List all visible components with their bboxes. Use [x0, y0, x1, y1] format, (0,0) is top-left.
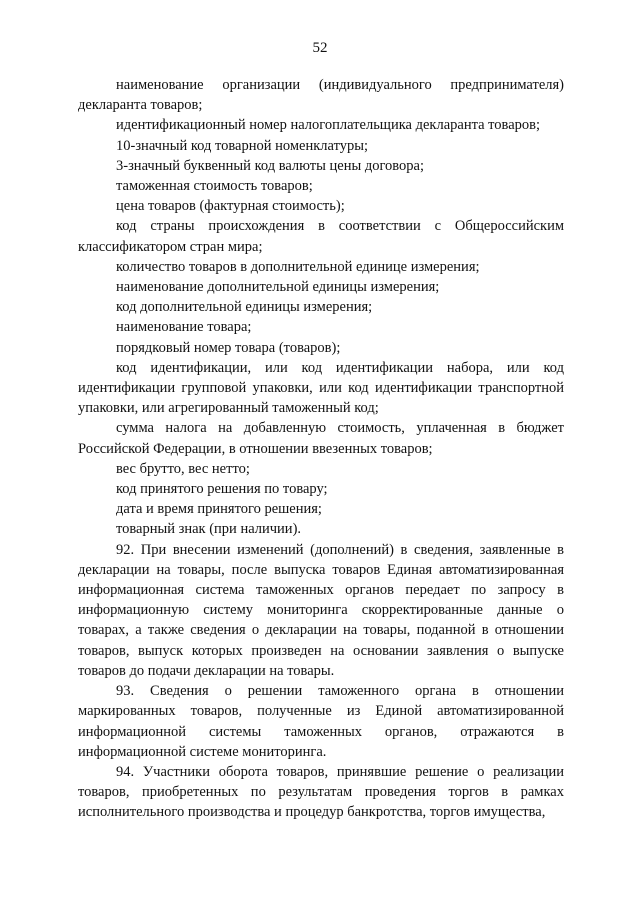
paragraph-93: 93. Сведения о решении таможенного органа в отношении маркированных товаров, полученные из Единой автоматизированной информационной системы таможенных органов, отражаются в информационной системе мониторинга. — [78, 683, 564, 760]
paragraph: наименование товара; — [116, 319, 252, 336]
paragraph: дата и время принятого решения; — [116, 501, 322, 518]
paragraph-94: 94. Участники оборота товаров, принявшие решение о реализации товаров, приобретенных по результатам проведения торгов в рамках исполнительного производства и процедур банкротства, торгов имущества, — [78, 763, 564, 821]
paragraph: таможенная стоимость товаров; — [116, 178, 313, 195]
document-body — [78, 75, 564, 823]
paragraph: количество товаров в дополнительной единице измерения; — [116, 258, 480, 275]
paragraph-92: 92. При внесении изменений (дополнений) в сведения, заявленные в декларации на товары, после выпуска товаров Единая автоматизированная информационная система таможенных органов передает по запросу в информационную систему мониторинга скорректированные данные о товарах, а также сведения о декларации на товары, поданной в отношении товаров, выпуск которых произведен на основании заявления о выпуске товаров до подачи декларации на товары. — [78, 541, 564, 679]
paragraph: наименование организации (индивидуального предпринимателя) декларанта товаров; — [78, 77, 564, 114]
paragraph: наименование дополнительной единицы измерения; — [116, 279, 440, 296]
paragraph: 10-значный код товарной номенклатуры; — [116, 137, 368, 154]
paragraph: порядковый номер товара (товаров); — [116, 339, 341, 356]
paragraph: товарный знак (при наличии). — [116, 521, 302, 538]
page-number: 52 — [312, 40, 328, 56]
paragraph: код страны происхождения в соответствии с Общероссийским классификатором стран мира; — [78, 218, 564, 255]
paragraph: вес брутто, вес нетто; — [116, 460, 250, 477]
paragraph: 3-значный буквенный код валюты цены договора; — [116, 157, 425, 174]
paragraph: цена товаров (фактурная стоимость); — [116, 198, 345, 215]
paragraph: код идентификации, или код идентификации набора, или код идентификации групповой упаковки, или код идентификации транспортной упаковки, или агрегированный таможенный код; — [78, 359, 564, 417]
paragraph: сумма налога на добавленную стоимость, уплаченная в бюджет Российской Федерации, в отношении ввезенных товаров; — [78, 420, 564, 457]
paragraph: код дополнительной единицы измерения; — [116, 299, 373, 316]
paragraph: идентификационный номер налогоплательщика декларанта товаров; — [116, 117, 541, 134]
paragraph: код принятого решения по товару; — [116, 481, 328, 498]
